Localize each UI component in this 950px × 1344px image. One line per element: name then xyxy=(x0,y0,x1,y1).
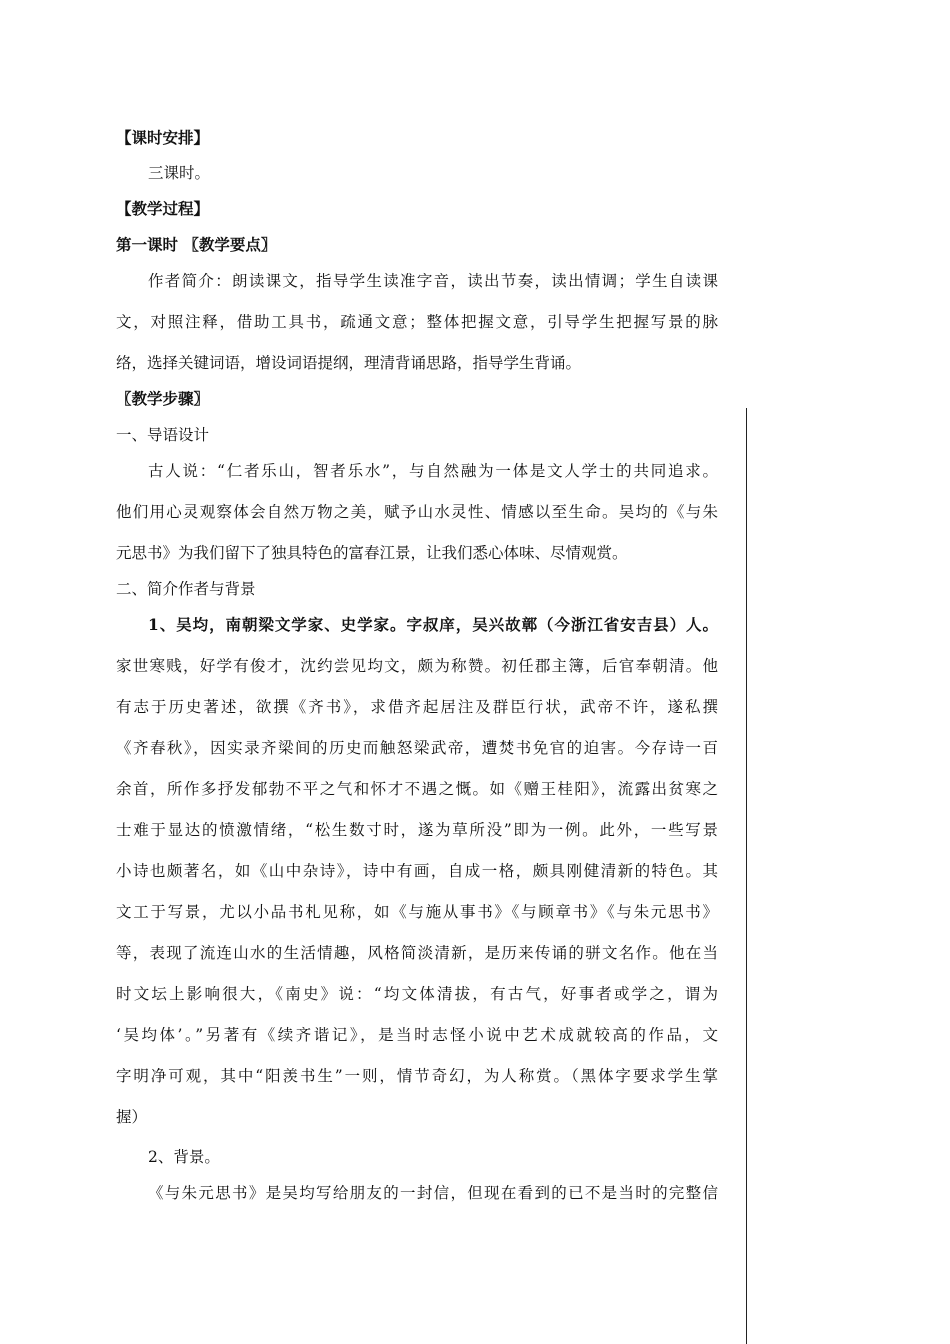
steps-heading: 〖教学步骤〗 xyxy=(116,389,210,408)
author-line: 小诗也颇著名，如《山中杂诗》，诗中有画，自成一格，颇具刚健清新的特色。其 xyxy=(116,862,718,880)
key-points-line: 络，选择关键词语，增设词语提纲，理清背诵思路，指导学生背诵。 xyxy=(116,354,582,372)
lesson1-heading: 第一课时 〖教学要点〗 xyxy=(116,235,277,254)
author-line: 余首，所作多抒发郁勃不平之气和怀才不遇之慨。如《赠王桂阳》，流露出贫寒之 xyxy=(116,780,718,798)
background-heading: 2、背景。 xyxy=(148,1148,220,1166)
key-points-line: 文，对照注释，借助工具书，疏通文意；整体把握文意，引导学生把握写景的脉 xyxy=(116,313,718,331)
process-heading: 【教学过程】 xyxy=(116,199,210,218)
author-line: 握） xyxy=(116,1108,148,1126)
background-line: 《与朱元思书》是吴均写给朋友的一封信，但现在看到的已不是当时的完整信 xyxy=(148,1184,718,1202)
author-line: 等，表现了流连山水的生活情趣，风格简淡清新，是历来传诵的骈文名作。他在当 xyxy=(116,944,718,962)
author-line: ‘吴均体’。”另著有《续齐谐记》，是当时志怪小说中艺术成就较高的作品，文 xyxy=(116,1026,718,1044)
author-line: 有志于历史著述，欲撰《齐书》，求借齐起居注及群臣行状，武帝不许，遂私撰 xyxy=(116,698,718,716)
author-line: 家世寒贱，好学有俊才，沈约尝见均文，颇为称赞。初任郡主簿，后官奉朝清。他 xyxy=(116,657,718,675)
author-line: 字明净可观，其中“阳羡书生”一则，情节奇幻，为人称赏。（黑体字要求学生掌 xyxy=(116,1067,718,1085)
author-bold-line: 1、吴均，南朝梁文学家、史学家。字叔庠，吴兴故鄣（今浙江省安吉县）人。 xyxy=(148,615,718,634)
author-line: 文工于写景，尤以小品书札见称，如《与施从事书》《与顾章书》《与朱元思书》 xyxy=(116,903,718,921)
author-line: 《齐春秋》，因实录齐梁间的历史而触怒梁武帝，遭焚书免官的迫害。今存诗一百 xyxy=(116,739,718,757)
schedule-text: 三课时。 xyxy=(148,164,211,182)
margin-rule xyxy=(746,408,747,1344)
author-line: 时文坛上影响很大，《南史》说：“均文体清拔，有古气，好事者或学之，谓为 xyxy=(116,985,718,1003)
intro-line: 他们用心灵观察体会自然万物之美，赋予山水灵性、情感以至生命。吴均的《与朱 xyxy=(116,503,718,521)
key-points-line: 作者简介：朗读课文，指导学生读准字音，读出节奏，读出情调；学生自读课 xyxy=(148,272,718,290)
author-line: 士难于显达的愤激情绪，“松生数寸时，遂为草所没”即为一例。此外，一些写景 xyxy=(116,821,718,839)
step2-heading: 二、简介作者与背景 xyxy=(116,580,256,598)
intro-line: 古人说：“仁者乐山，智者乐水”，与自然融为一体是文人学士的共同追求。 xyxy=(148,462,718,480)
intro-line: 元思书》为我们留下了独具特色的富春江景，让我们悉心体味、尽情观赏。 xyxy=(116,544,628,562)
schedule-heading: 【课时安排】 xyxy=(116,128,210,147)
step1-heading: 一、导语设计 xyxy=(116,426,210,444)
